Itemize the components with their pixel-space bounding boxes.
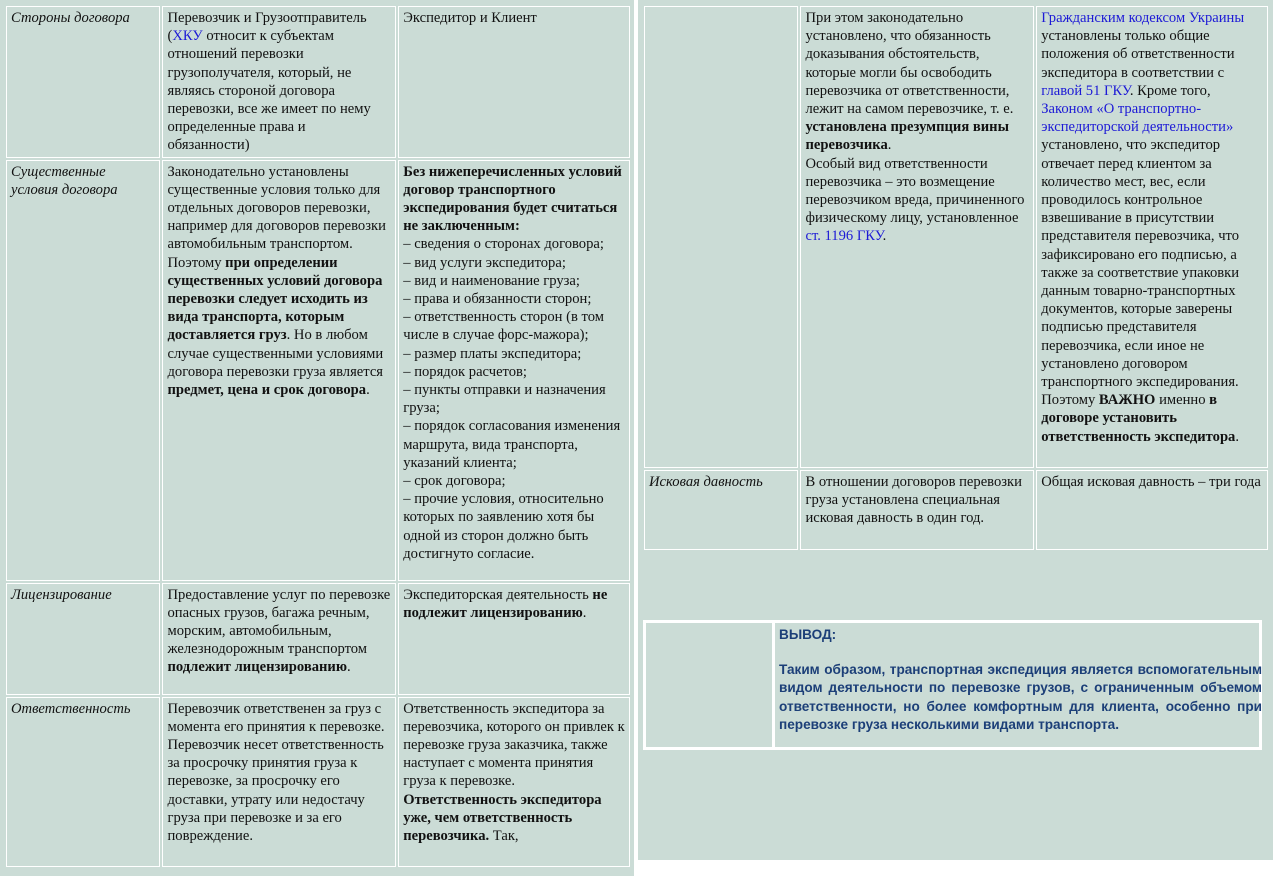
row-term — [644, 6, 798, 468]
forwarding-cell: Гражданским кодексом Украины установлены только общие положения об ответственности экспедитора в соответствии с главой 51 ГКУ. Кроме того, Законом «О транспортно-экспедиторской деятельности» установлено, что экспедитор отвечает перед клиентом за количество мест, вес, если проводилось контрольное взвешивание в присутствии представителя перевозчика, что зафиксировано его подписью, а также за соответствие упаковки данным товарно-транспортных документов, которые заверены подписью представителя перевозчика, если иное не установлено договором транспортного экспедирования. Поэтому ВАЖНО именно в договоре установить ответственность экспедитора. — [1036, 6, 1268, 468]
table-row — [644, 470, 1268, 550]
carriage-cell: Перевозчик и Грузоотправитель (ХКУ относит к субъектам отношений перевозки грузополучателя, который, не являясь стороной договора перевозки, все же имеет по нему определенные права и обязанности) — [162, 6, 396, 158]
conclusion-side-cell — [646, 623, 775, 747]
list-item: – срок договора; — [403, 473, 506, 490]
article-1196-link[interactable]: ст. 1196 ГКУ — [805, 228, 883, 245]
comparison-table — [4, 4, 632, 869]
row-term: Существенные условия договора — [6, 160, 160, 581]
forwarding-cell: Ответственность экспедитора за перевозчика, которого он привлек к перевозке груза заказчика, также наступает с момента принятия груза к перевозке. Ответственность экспедитора уже, чем ответственность перевозчика. Так, — [398, 697, 630, 867]
table-row — [644, 6, 1268, 468]
list-item: – вид услуги экспедитора; — [403, 254, 566, 271]
table-row — [6, 697, 630, 867]
table-row — [6, 160, 630, 581]
forwarding-cell: Экспедитор и Клиент — [398, 6, 630, 158]
comparison-table-continued — [642, 4, 1270, 552]
list-item: – прочие условия, относительно которых по заявлению хотя бы одной из сторон должно быть достигнуто согласие. — [403, 491, 604, 562]
carriage-cell: При этом законодательно установлено, что обязанность доказывания обстоятельств, которые могли бы освободить перевозчика от ответственности, лежит на самом перевозчике, т. е. установлена презумпция вины перевозчика. Особый вид ответственности перевозчика – это возмещение перевозчиком вреда, причиненного физическому лицу, установленное ст. 1196 ГКУ. — [800, 6, 1034, 468]
chapter-51-link[interactable]: главой 51 ГКУ — [1041, 82, 1130, 99]
forwarding-cell: Общая исковая давность – три года — [1036, 470, 1268, 550]
table-row — [6, 583, 630, 695]
carriage-cell: Предоставление услуг по перевозке опасных грузов, багажа речным, морским, автомобильным, железнодорожным транспортом подлежит лицензированию. — [162, 583, 396, 695]
forwarding-law-link[interactable]: Законом «О транспортно-экспедиторской деятельности» — [1041, 101, 1234, 136]
list-item: – вид и наименование груза; — [403, 272, 580, 289]
conclusion-text: Таким образом, транспортная экспедиция является вспомогательным видом деятельности по перевозке грузов, с ограниченным объемом ответственности, но более комфортным для клиента, особенно при перевозке груза несколькими видами транспорта. — [779, 662, 1262, 733]
row-term: Стороны договора — [6, 6, 160, 158]
list-item: – размер платы экспедитора; — [403, 345, 582, 362]
list-item: – сведения о сторонах договора; — [403, 236, 604, 253]
civil-code-link[interactable]: Гражданским кодексом Украины — [1041, 10, 1245, 26]
row-term: Исковая давность — [644, 470, 798, 550]
row-term: Лицензирование — [6, 583, 160, 695]
table-row — [6, 6, 630, 158]
hku-link[interactable]: ХКУ — [172, 28, 203, 45]
left-page — [0, 0, 634, 876]
right-page — [638, 0, 1273, 860]
conclusion-heading: ВЫВОД: — [779, 627, 837, 642]
carriage-cell: Перевозчик ответственен за груз с момента его принятия к перевозке. Перевозчик несет ответственность за просрочку принятия груза к перевозке, за просрочку его доставки, утрату или недостачу груза при перевозке и за его повреждение. — [162, 697, 396, 867]
list-item: – ответственность сторон (в том числе в случае форс-мажора); — [403, 309, 604, 344]
carriage-cell: Законодательно установлены существенные условия только для отдельных договоров перевозки, например для договоров перевозки автомобильным транспортом. Поэтому при определении существенных условий договора перевозки следует исходить из вида транспорта, которым доставляется груз. Но в любом случае существенными условиями договора перевозки груза является предмет, цена и срок договора. — [162, 160, 396, 581]
list-item: – права и обязанности сторон; — [403, 291, 592, 308]
list-item: – порядок расчетов; — [403, 363, 527, 380]
forwarding-cell: Экспедиторская деятельность не подлежит лицензированию. — [398, 583, 630, 695]
list-item: – порядок согласования изменения маршрута, вида транспорта, указаний клиента; — [403, 418, 621, 471]
row-term: Ответственность — [6, 697, 160, 867]
list-item: – пункты отправки и назначения груза; — [403, 382, 606, 417]
forwarding-cell: Без нижеперечисленных условий договор транспортного экспедирования будет считаться не заключенным: – сведения о сторонах договора; – вид услуги экспедитора; – вид и наименование груза; – права и обязанности сторон; – ответственность сторон (в том числе в случае форс-мажора); – размер платы экспедитора; – порядок расчетов; – пункты отправки и назначения груза; – порядок согласования изменения маршрута, вида транспорта, указаний клиента; – срок договора; – прочие условия, относительно которых по заявлению хотя бы одной из сторон должно быть достигнуто согласие. — [398, 160, 630, 581]
carriage-cell: В отношении договоров перевозки груза установлена специальная исковая давность в один год. — [800, 470, 1034, 550]
conclusion-box — [643, 620, 1262, 750]
